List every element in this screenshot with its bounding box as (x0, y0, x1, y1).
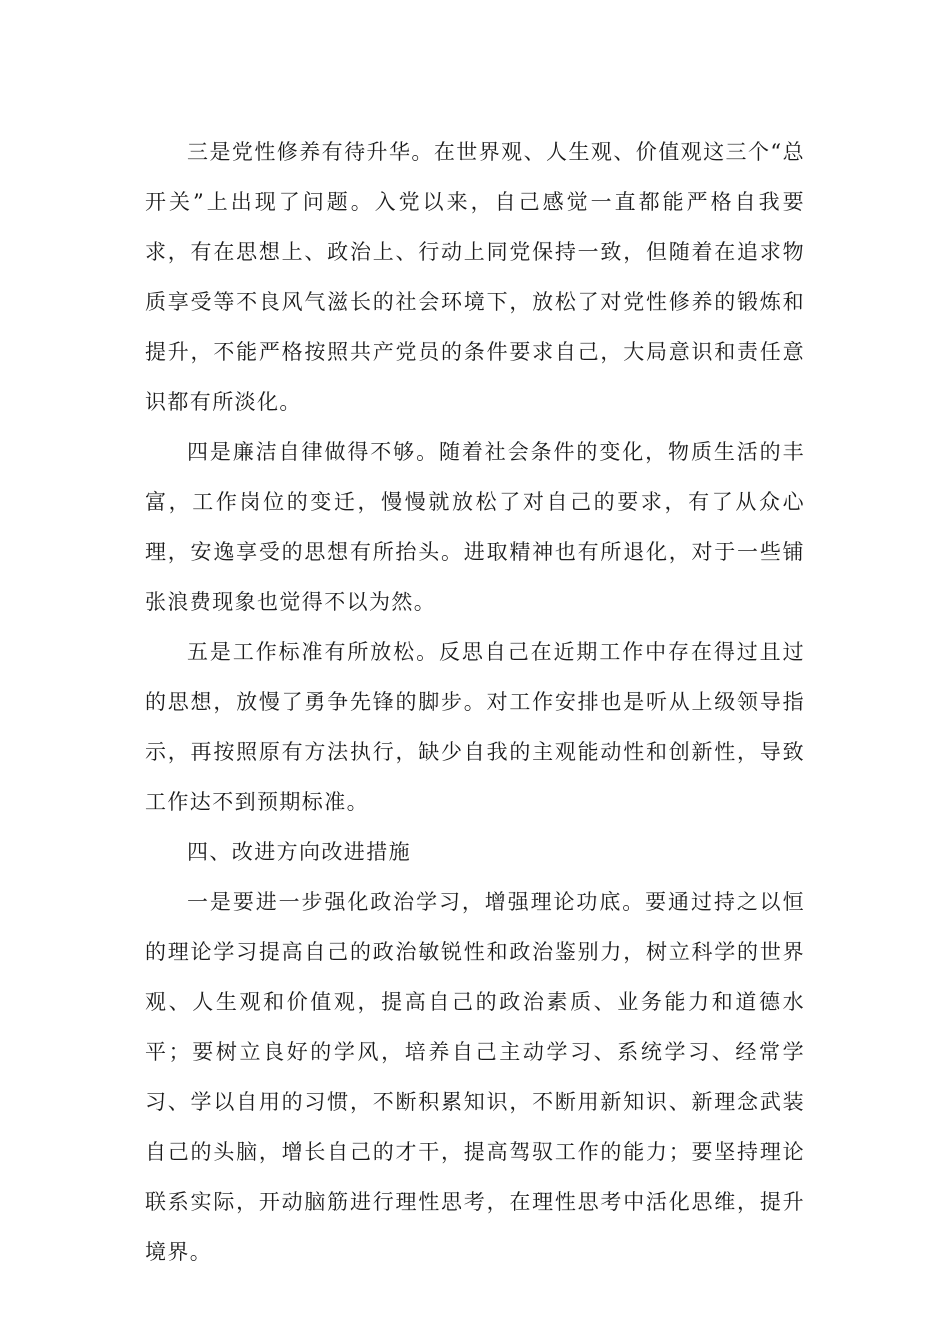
paragraph-political-study: 一是要进一步强化政治学习，增强理论功底。要通过持之以恒的理论学习提高自己的政治敏锐性和政治鉴别力，树立科学的世界观、人生观和价值观，提高自己的政治素质、业务能力和道德水平；要树立良好的学风，培养自己主动学习、系统学习、经常学习、学以自用的习惯，不断积累知识，不断用新知识、新理念武装自己的头脑，增长自己的才干，提高驾驭工作的能力；要坚持理论联系实际，开动脑筋进行理性思考，在理性思考中活化思维，提升境界。 (145, 890, 805, 1264)
section-heading-improvement: 四、改进方向改进措施 (187, 840, 411, 864)
paragraph-work-standard: 五是工作标准有所放松。反思自己在近期工作中存在得过且过的思想，放慢了勇争先锋的脚步。对工作安排也是听从上级领导指示，再按照原有方法执行，缺少自我的主观能动性和创新性，导致工作达不到预期标准。 (145, 640, 805, 814)
paragraph-integrity: 四是廉洁自律做得不够。随着社会条件的变化，物质生活的丰富，工作岗位的变迁，慢慢就放松了对自己的要求，有了从众心理，安逸享受的思想有所抬头。进取精神也有所退化，对于一些铺张浪费现象也觉得不以为然。 (145, 440, 805, 614)
paragraph-party-spirit: 三是党性修养有待升华。在世界观、人生观、价值观这三个“总开关”上出现了问题。入党以来，自己感觉一直都能严格自我要求，有在思想上、政治上、行动上同党保持一致，但随着在追求物质享受等不良风气滋长的社会环境下，放松了对党性修养的锻炼和提升，不能严格按照共产党员的条件要求自己，大局意识和责任意识都有所淡化。 (145, 140, 805, 414)
